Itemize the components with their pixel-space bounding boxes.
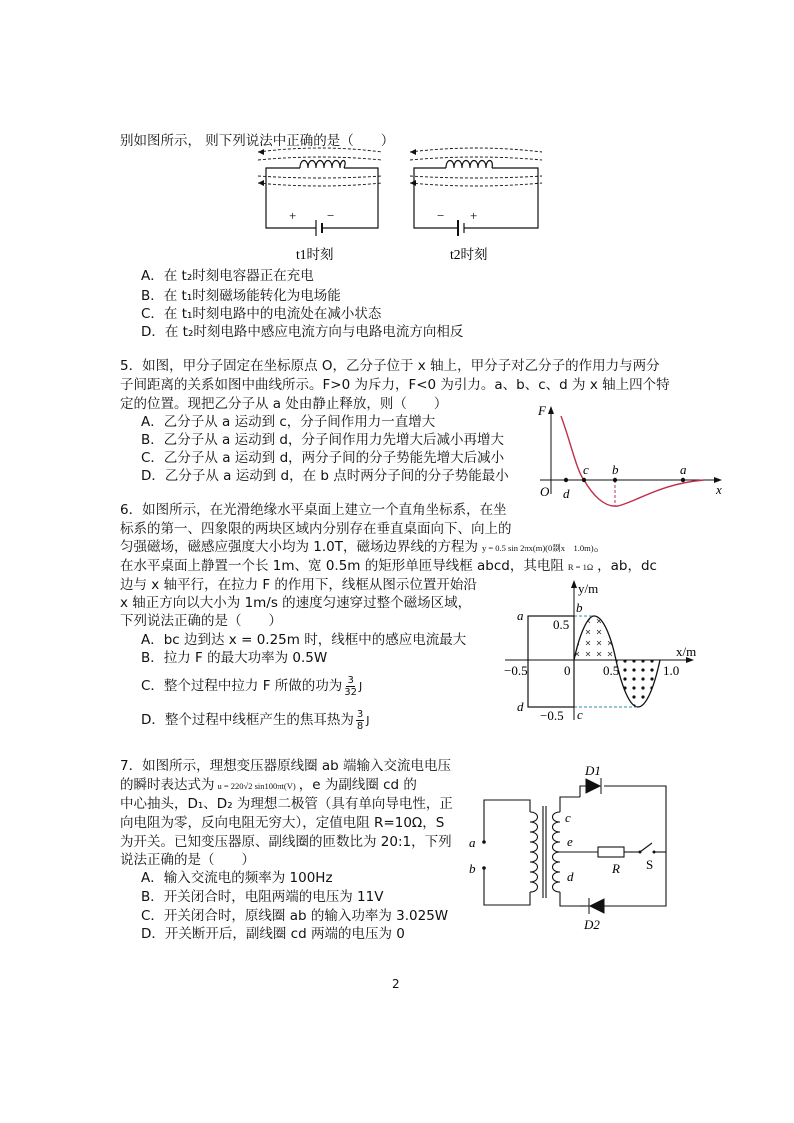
q5-option-d: D．乙分子从 a 运动到 d，在 b 点时两分子间的分子势能最小 [141,468,509,484]
q6-tick-y-neg: −0.5 [540,708,564,723]
q7-option-c: C．开关闭合时，原线圈 ab 的输入功率为 3.025W [141,908,449,924]
q4-left-minus: − [327,208,335,223]
q6-stem-line-7: 下列说法正确的是（ ） [120,613,282,629]
q6-boundary-eq-tail: 。 [593,539,608,555]
q7-stem-line-3: 中心抽头，D₁、D₂ 为理想二极管（具有单向导电性，正 [120,796,453,812]
q7-stem-line-6: 说法正确的是（ ） [120,852,255,868]
q7-stem-line-5: 为开关。已知变压器原、副线圈的匝数比为 20:1，下列 [120,834,452,850]
q6-corner-b: b [576,600,583,615]
q6-x-axis-label: x/m [676,644,697,659]
q6-option-a: A．bc 边到达 x = 0.25m 时，线框中的感应电流最大 [141,632,467,648]
page-number: 2 [392,977,400,991]
q6-stem-line-3-text: 匀强磁场，磁感应强度大小均为 1.0T，磁场边界线的方程为 [120,539,479,555]
q6-stem-line-5: 边与 x 轴平行，在拉力 F 的作用下，线框从图示位置开始沿 [120,577,477,593]
q4-right-minus: − [437,208,445,223]
q6-stem-line-1: 6．如图所示，在光滑绝缘水平桌面上建立一个直角坐标系，在坐 [120,502,507,518]
q5-point-c: c [583,462,589,477]
q7-terminal-b: b [469,861,476,876]
q6-option-d-unit: J [366,714,370,727]
q7-resistor-r: R [612,861,620,876]
q6-tick-y-pos: 0.5 [553,617,570,632]
q7-switch-s: S [646,857,654,872]
q5-option-b: B．乙分子从 a 运动到 d，分子间作用力先增大后减小再增大 [141,432,504,448]
q5-origin-label: O [540,484,550,499]
q6-tick-x-half: 0.5 [603,663,620,678]
q6-option-d-num: 3 [356,708,364,720]
q7-stem-line-2-tail: ，e 为副线圈 cd 的 [298,777,417,793]
q6-y-axis-label: y/m [578,581,599,596]
q5-stem-line-2: 子间距离的关系如图中曲线所示。F>0 为斥力，F<0 为引力。a、b、c、d 为 x 轴上四个特 [120,377,670,393]
q7-terminal-a: a [469,835,476,850]
q7-stem-line-2-text: 的瞬时表达式为 [120,777,215,793]
q6-stem-line-6: x 轴正方向以大小为 1m/s 的速度匀速穿过整个磁场区域， [120,595,472,611]
q4-option-c: C．在 t₁时刻电路中的电流处在减小状态 [141,306,382,322]
q7-stem-line-4: 向电阻为零，反向电阻无穷大），定值电阻 R=10Ω，S [120,815,445,831]
q6-option-c-den: 32 [344,686,358,698]
q5-axis-label-f: F [538,403,546,418]
q5-stem-line-1: 5．如图，甲分子固定在坐标原点 O，乙分子位于 x 轴上，甲分子对乙分子的作用力与两分 [120,358,660,374]
q6-stem-line-4-tail: ，ab，dc [597,558,657,574]
q6-option-c-num: 3 [347,674,354,686]
q7-stem-line-1: 7．如图所示，理想变压器原线圈 ab 端输入交流电电压 [120,758,452,774]
q7-terminal-c: c [565,810,571,825]
q7-option-d: D．开关断开后，副线圈 cd 两端的电压为 0 [141,926,405,942]
q6-option-d-text: D．整个过程中线框产生的焦耳热为 [141,712,354,728]
q7-option-a: A．输入交流电的频率为 100Hz [141,870,333,886]
q6-resistance: R = 1Ω [567,562,594,572]
q7-diode-d2: D2 [584,917,600,932]
q4-label-t2: t2时刻 [450,247,488,262]
q5-point-a: a [680,462,687,477]
q6-option-d-den: 8 [356,720,364,732]
q5-option-a: A．乙分子从 a 运动到 c，分子间作用力一直增大 [141,414,436,430]
q6-corner-c: c [577,707,583,722]
q6-stem-line-4-text: 在水平桌面上静置一个长 1m、宽 0.5m 的矩形单匝导线框 abcd，其电阻 [120,558,564,574]
q6-tick-x-neg: −0.5 [504,663,528,678]
q6-option-b: B．拉力 F 的最大功率为 0.5W [141,650,328,666]
q4-left-plus: + [289,208,297,223]
q4-label-t1: t1时刻 [296,247,334,262]
q6-stem-line-2: 标系的第一、四象限的两块区域内分别存在垂直桌面向下、向上的 [120,521,512,537]
q6-tick-x-one: 1.0 [663,663,680,678]
q4-option-b: B．在 t₁时刻磁场能转化为电场能 [141,288,341,304]
q5-point-b: b [612,462,619,477]
q7-option-b: B．开关闭合时，电阻两端的电压为 11V [141,889,384,905]
q6-tick-zero: 0 [564,663,571,678]
q5-point-d: d [563,486,570,501]
q6-corner-d: d [517,699,524,714]
q7-terminal-d: d [567,869,574,884]
q4-option-a: A．在 t₂时刻电容器正在充电 [141,268,314,284]
q4-right-plus: + [470,208,478,223]
q5-option-c: C．乙分子从 a 运动到 d，两分子间的分子势能先增大后减小 [141,450,505,466]
q4-stem-tail: 别如图所示， 则下列说法中正确的是（ ） [120,133,395,149]
q6-option-c-unit: J [359,680,363,693]
q7-voltage-equation: u = 220√2 sin100πt(V) [217,781,296,791]
q7-diode-d1: D1 [585,763,601,778]
q5-stem-line-3: 定的位置。现把乙分子从 a 处由静止释放，则（ ） [120,396,448,412]
q5-axis-label-x: x [716,482,722,497]
q6-corner-a: a [517,608,524,623]
q4-option-d: D．在 t₂时刻电路中感应电流方向与电路电流方向相反 [141,324,464,340]
q6-boundary-equation: y = 0.5 sin 2πx(m)(0剟x 1.0m) [482,543,594,553]
q6-option-c-text: C．整个过程中拉力 F 所做的功为 [141,678,343,694]
q7-terminal-e: e [567,834,573,849]
